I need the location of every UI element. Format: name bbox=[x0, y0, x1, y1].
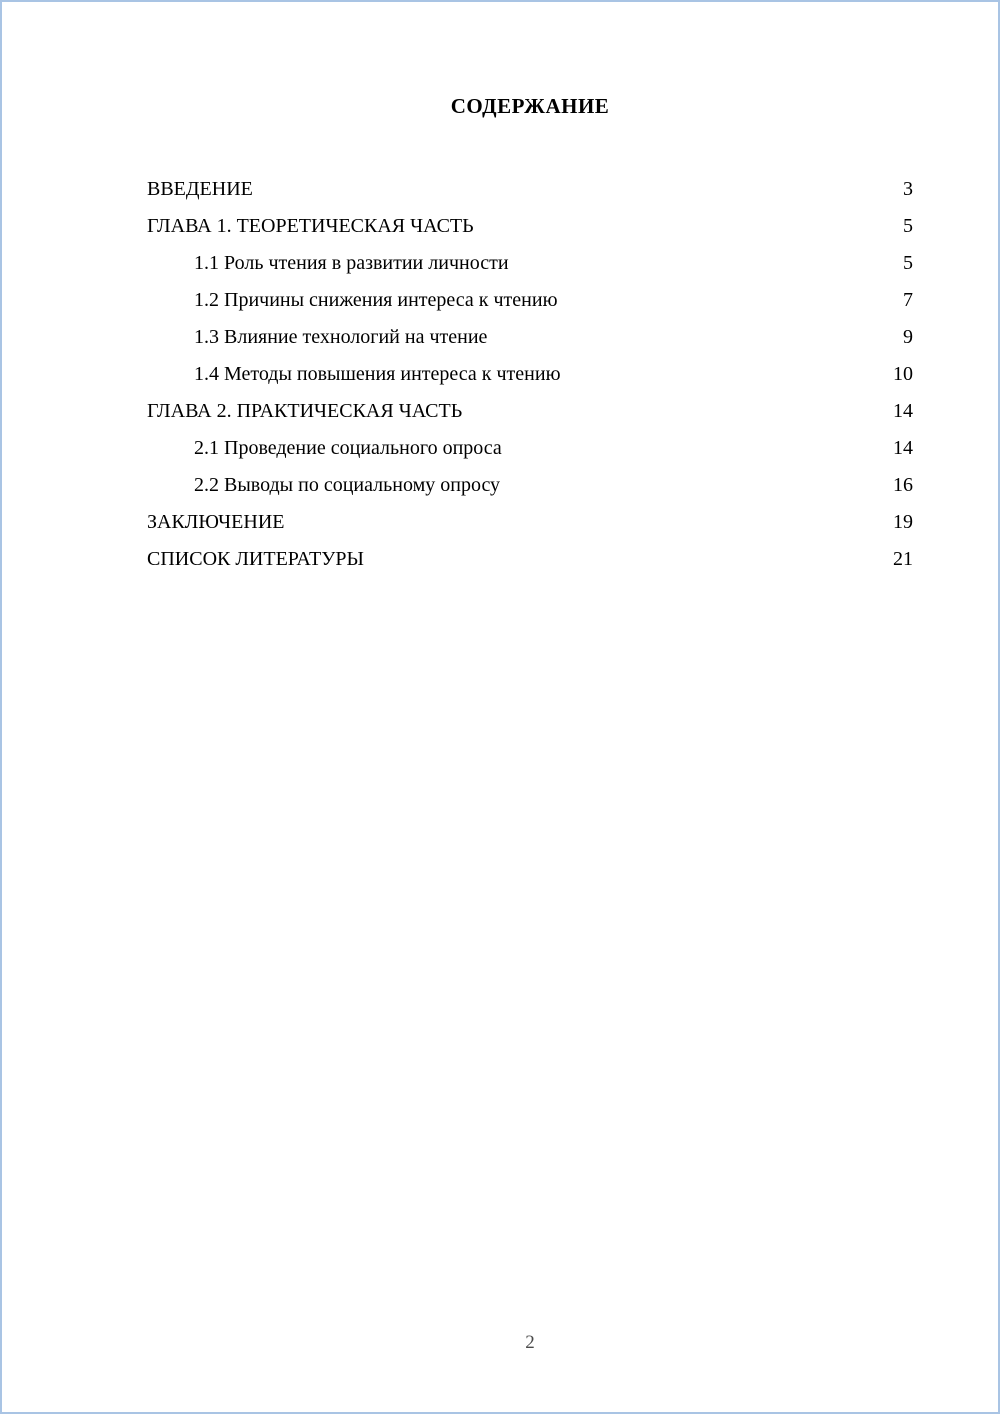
toc-entry bbox=[147, 319, 913, 356]
toc-entry bbox=[147, 393, 913, 430]
toc-entry-label: 2.2 Выводы по социальному опросу bbox=[194, 474, 501, 496]
toc-entry bbox=[147, 208, 913, 245]
toc-entry-page: 7 bbox=[903, 289, 913, 311]
toc-entry-page: 10 bbox=[893, 363, 913, 385]
toc-entry-label: 1.4 Методы повышения интереса к чтению bbox=[194, 363, 561, 385]
toc-entry-label: ГЛАВА 1. ТЕОРЕТИЧЕСКАЯ ЧАСТЬ bbox=[147, 215, 474, 237]
toc-entry bbox=[147, 282, 913, 319]
toc-entry-page: 14 bbox=[893, 437, 913, 459]
toc-entry-label: 1.1 Роль чтения в развитии личности bbox=[194, 252, 509, 274]
toc-entry bbox=[147, 430, 913, 467]
toc-entry-label: 1.2 Причины снижения интереса к чтению bbox=[194, 289, 558, 311]
toc-entry bbox=[147, 245, 913, 282]
toc-entry-page: 14 bbox=[893, 400, 913, 422]
toc-entry-label: ВВЕДЕНИЕ bbox=[147, 178, 253, 200]
page-content bbox=[147, 94, 913, 578]
toc-entry bbox=[147, 356, 913, 393]
toc-entry-label: ГЛАВА 2. ПРАКТИЧЕСКАЯ ЧАСТЬ bbox=[147, 400, 463, 422]
toc-entry-page: 9 bbox=[903, 326, 913, 348]
toc-entry-page: 21 bbox=[893, 548, 913, 570]
toc-entry-label: 1.3 Влияние технологий на чтение bbox=[194, 326, 488, 348]
toc-entry bbox=[147, 541, 913, 578]
toc-entry bbox=[147, 467, 913, 504]
toc-entry bbox=[147, 504, 913, 541]
toc-entry-label: ЗАКЛЮЧЕНИЕ bbox=[147, 511, 285, 533]
toc-entry-page: 5 bbox=[903, 215, 913, 237]
toc-entry-label: СПИСОК ЛИТЕРАТУРЫ bbox=[147, 548, 364, 570]
page-title: СОДЕРЖАНИЕ bbox=[450, 94, 610, 118]
toc-entry-page: 16 bbox=[893, 474, 913, 496]
toc-entry-label: 2.1 Проведение социального опроса bbox=[194, 437, 502, 459]
table-of-contents bbox=[147, 171, 913, 578]
toc-entry-page: 19 bbox=[893, 511, 913, 533]
toc-entry-page: 5 bbox=[903, 252, 913, 274]
toc-entry bbox=[147, 171, 913, 208]
toc-entry-page: 3 bbox=[903, 178, 913, 200]
page-number: 2 bbox=[525, 1332, 535, 1353]
